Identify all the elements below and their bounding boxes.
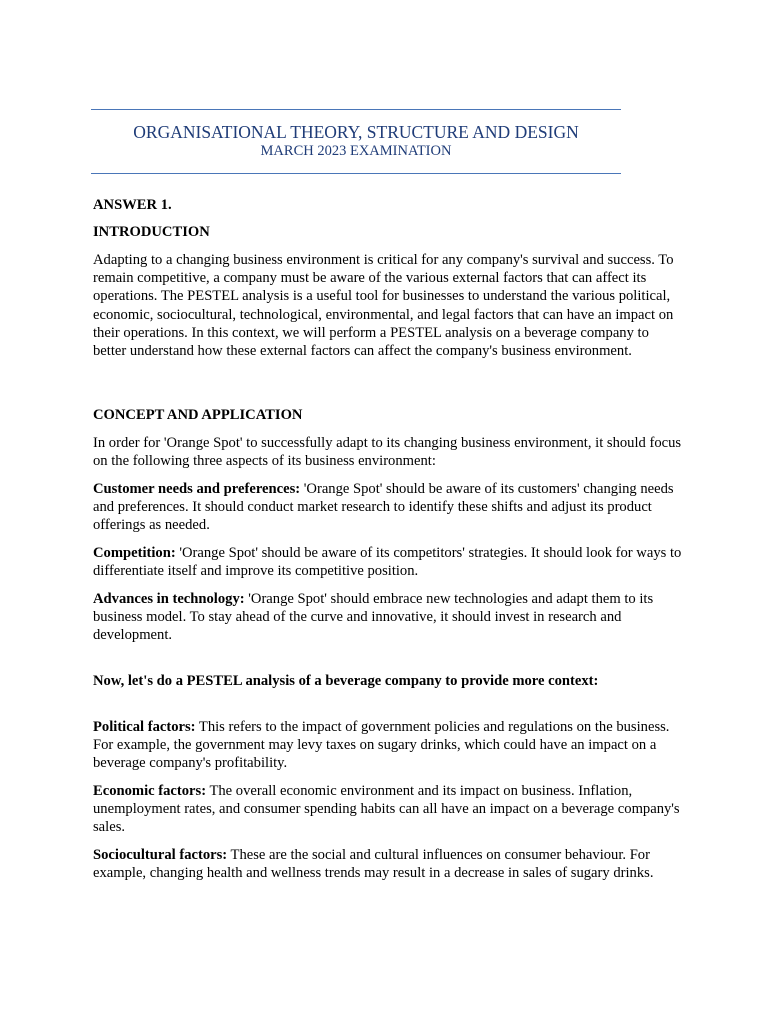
concept-item-text: 'Orange Spot' should be aware of its competitors' strategies. It should look for ways to differentiate itself and improve its competitive position. xyxy=(93,545,682,580)
pestel-item-political xyxy=(93,718,683,773)
header-rule-top xyxy=(91,109,621,110)
concept-heading: CONCEPT AND APPLICATION xyxy=(93,407,303,423)
pestel-item-economic xyxy=(93,782,683,837)
document-title: ORGANISATIONAL THEORY, STRUCTURE AND DESIGN xyxy=(133,122,579,142)
introduction-heading: INTRODUCTION xyxy=(93,224,210,240)
pestel-item-text: The overall economic environment and its impact on business. Inflation, unemployment rates, and consumer spending habits can all have an impact on a beverage company's sales. xyxy=(93,783,680,836)
concept-intro-paragraph: In order for 'Orange Spot' to successfully adapt to its changing business environment, it should focus on the following three aspects of its business environment: xyxy=(93,435,682,470)
answer-label: ANSWER 1. xyxy=(93,197,172,213)
introduction-paragraph: Adapting to a changing business environment is critical for any company's survival and success. To remain competitive, a company must be aware of the various external factors that can affect its operations. The PESTEL analysis is a useful tool for businesses to understand the various political, economic, sociocultural, technological, environmental, and legal factors that can have an impact on their operations. In this context, we will perform a PESTEL analysis on a beverage company to better understand how these external factors can affect the company's business environment. xyxy=(93,252,674,360)
document-subtitle: MARCH 2023 EXAMINATION xyxy=(260,143,452,159)
pestel-item-label: Sociocultural factors: xyxy=(93,847,228,863)
concept-item-text: 'Orange Spot' should be aware of its customers' changing needs and preferences. It should conduct market research to identify these shifts and adjust its product offerings as needed. xyxy=(93,481,674,534)
pestel-item-sociocultural xyxy=(93,846,683,882)
concept-item-label: Competition: xyxy=(93,545,176,561)
concept-item-customer-needs xyxy=(93,480,683,535)
concept-item-label: Customer needs and preferences: xyxy=(93,481,301,497)
pestel-lead: Now, let's do a PESTEL analysis of a beverage company to provide more context: xyxy=(93,673,599,689)
header-rule-bottom xyxy=(91,173,621,174)
concept-item-technology xyxy=(93,590,683,645)
concept-item-label: Advances in technology: xyxy=(93,591,245,607)
concept-item-competition xyxy=(93,544,683,580)
concept-item-text: 'Orange Spot' should embrace new technologies and adapt them to its business model. To stay ahead of the curve and innovative, it should invest in research and development. xyxy=(93,591,654,644)
pestel-item-label: Economic factors: xyxy=(93,783,207,799)
pestel-item-text: This refers to the impact of government policies and regulations on the business. For example, the government may levy taxes on sugary drinks, which could have an impact on a beverage company's profitability. xyxy=(93,719,670,772)
pestel-item-label: Political factors: xyxy=(93,719,196,735)
pestel-item-text: These are the social and cultural influences on consumer behaviour. For example, changing health and wellness trends may result in a decrease in sales of sugary drinks. xyxy=(93,847,654,882)
